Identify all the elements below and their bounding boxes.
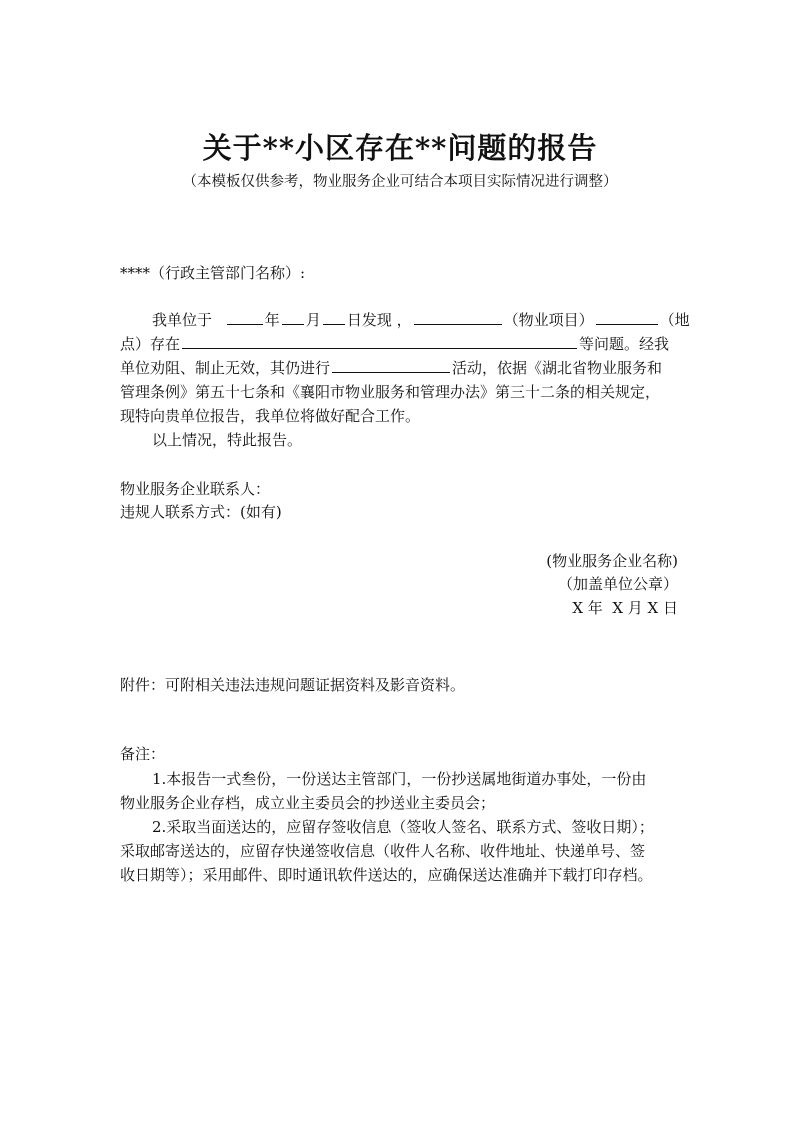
report-title: 关于**小区存在**问题的报告 [202,131,598,165]
note-2-line-2: 采取邮寄送达的，应留存快递签收信息（收件人名称、收件地址、快递单号、签 [120,842,646,860]
body-text: 等问题。经我 [579,335,670,353]
day-blank [323,310,345,325]
signature-company: (物业服务企业名称) [546,552,678,570]
body-text: 单位劝阻、制止无效，其仍进行 [120,359,331,377]
body-line-6: 以上情况，特此报告。 [152,431,303,449]
project-label: （物业项目） [503,311,594,329]
notes-heading: 备注： [120,745,166,763]
note-2-line-3: 收日期等）；采用邮件、即时通讯软件送达的，应确保送达准确并下载打印存档。 [120,866,653,884]
body-line-2 [120,333,669,354]
place-label: （地 [659,311,690,329]
body-line-1 [152,309,690,330]
signature-seal: （加盖单位公章） [557,575,678,593]
body-line-4: 管理条例》第五十七条和《襄阳市物业服务和管理办法》第三十二条的相关规定， [120,383,661,401]
place-blank [596,310,658,325]
violator-contact: 违规人联系方式：(如有) [120,503,282,521]
attachment-line: 附件：可附相关违法违规问题证据资料及影音资料。 [120,676,466,694]
recipient-line: ****（行政主管部门名称）: [120,264,306,282]
note-1-line-1: 1.本报告一式叁份，一份送达主管部门，一份抄送属地街道办事处，一份由 [152,770,647,788]
body-text: 点）存在 [120,335,181,353]
month-blank [282,310,304,325]
body-line-5: 现特向贵单位报告，我单位将做好配合工作。 [120,407,421,425]
company-contact: 物业服务企业联系人： [120,480,271,498]
body-text: 活动，依据《湖北省物业服务和 [452,359,663,377]
month-label: 月 [305,311,321,329]
report-subtitle: （本模板仅供参考，物业服务企业可结合本项目实际情况进行调整） [182,174,618,190]
day-label: 日发现 ， [346,311,412,329]
issue-blank [182,334,577,349]
body-text: 我单位于 [152,311,213,329]
year-label: 年 [264,311,280,329]
year-blank [227,310,263,325]
project-blank [414,310,502,325]
note-2-line-1: 2.采取当面送达的，应留存签收信息（签收人签名、联系方式、签收日期）； [152,818,654,836]
body-line-3 [120,357,662,378]
note-1-line-2: 物业服务企业存档，成立业主委员会的抄送业主委员会； [120,794,496,812]
signature-date: X 年 X 月 X 日 [572,599,678,617]
activity-blank [332,358,450,373]
